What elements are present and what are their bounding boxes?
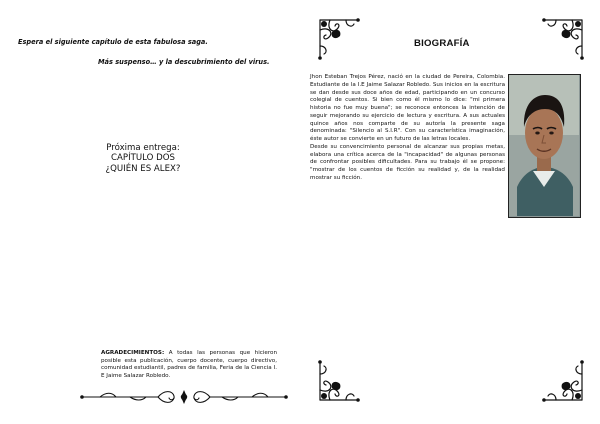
next-chapter-number: CAPÍTULO DOS [111,153,175,164]
biography-title: BIOGRAFÍA [414,38,470,49]
next-chapter-title: ¿QUIÉN ES ALEX? [105,163,181,174]
corner-ornament-top-left-icon [316,16,364,64]
teaser-line-1: Espera el siguiente capítulo de esta fabulosa saga. [18,38,208,46]
acknowledgements-heading: AGRADECIMIENTOS: [101,350,165,356]
ornamental-divider-icon [80,388,288,406]
corner-ornament-top-right-icon [538,16,586,64]
next-issue [98,143,188,174]
corner-ornament-bottom-right-icon [538,356,586,404]
biography-text [310,74,505,183]
teaser-line-2: Más suspenso… y la descubrimiento del virus. [98,58,270,66]
author-photo [508,74,581,218]
biography-paragraph-2: Desde su convencimiento personal de alcanzar sus propias metas, elabora una crítica acerca de la "incapacidad" de algunas personas de confrontar posibles dificultades. Para su trabajo él se propone: "mostrar de los cuentos de ficción su realidad y, de la realidad mostrar su ficción. [310,143,505,181]
biography-paragraph-1: Jhon Esteban Trejos Pérez, nació en la ciudad de Pereira, Colombia. Estudiante de la I.E Jaime Salazar Robledo. Sus inicios en la escritura se dan desde sus doce años de edad, participando en un concurso colegial de cuentos. Si bien como él mismo lo dice: "mi primera historia no fue muy buena"; se reconoce entonces la intención de seguir mejorando su ejercicio de lectura y escritura. A sus actuales quince años nos comparte de su autoría la presente saga denominada: "Silencio al S.I.R". Con su característica imaginación, éste autor se convierte en un futuro de las letras locales. [310,74,505,142]
author-portrait-icon [509,75,579,216]
next-issue-label: Próxima entrega: [106,143,180,153]
corner-ornament-bottom-left-icon [316,356,364,404]
acknowledgements-text: A todas las personas que hicieron posible esta publicación, cuerpo docente, cuerpo directivo, comunidad estudiantil, padres de familia, Feria de la Ciencia I. E Jaime Salazar Robledo. [101,350,277,379]
acknowledgements [101,350,277,380]
